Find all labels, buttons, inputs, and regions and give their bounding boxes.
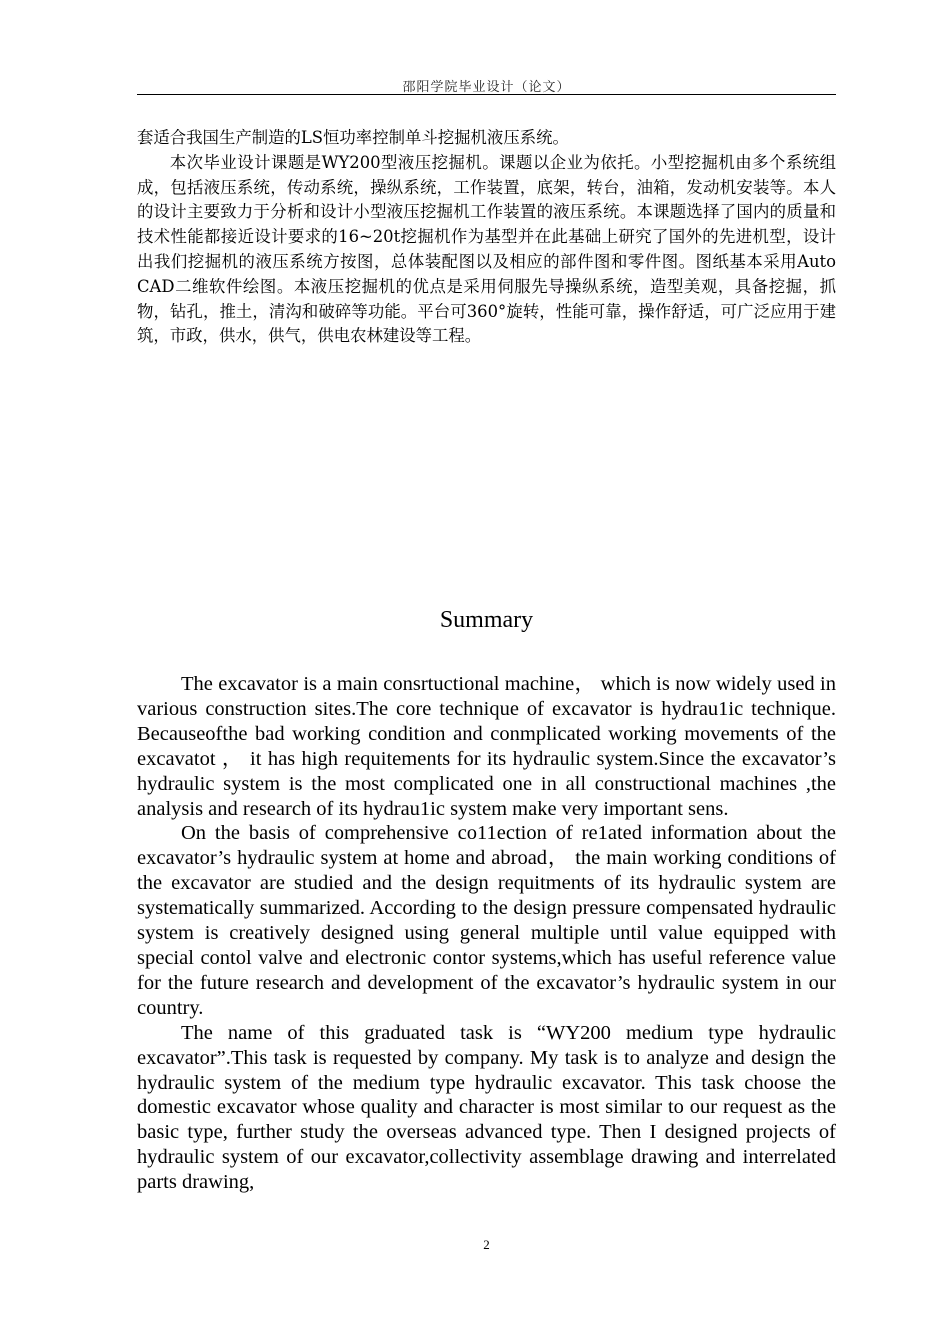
summary-paragraph-3: The name of this graduated task is “WY200 medium type hydraulic excavator”.This task is requested by company. My task is to analyze and design the hydraulic system of the medium type hydraulic excavator. This task choose the domestic excavator whose quality and character is most similar to our request as the basic type, further study the overseas advanced type. Then I designed projects of hydraulic system of our excavator,collectivity assemblage drawing and interrelated parts drawing,	[137, 1021, 836, 1194]
summary-body	[137, 672, 836, 1195]
chinese-paragraph: 本次毕业设计课题是WY200型液压挖掘机。课题以企业为依托。小型挖掘机由多个系统组成，包括液压系统，传动系统，操纵系统，工作装置，底架，转台，油箱，发动机安装等。本人的设计主要致力于分析和设计小型液压挖掘机工作装置的液压系统。本课题选择了国内的质量和技术性能都接近设计要求的16~20t挖掘机作为基型并在此基础上研究了国外的先进机型，设计出我们挖掘机的液压系统方按图，总体装配图以及相应的部件图和零件图。图纸基本采用Auto CAD二维软件绘图。本液压挖掘机的优点是采用伺服先导操纵系统，造型美观，具备挖掘，抓物，钻孔，推土，清沟和破碎等功能。平台可360°旋转，性能可靠，操作舒适，可广泛应用于建筑，市政，供水，供气，供电农林建设等工程。	[137, 152, 836, 346]
summary-heading: Summary	[439, 607, 534, 633]
chinese-body	[137, 126, 836, 349]
page-number: 2	[483, 1237, 490, 1252]
header-divider	[137, 94, 836, 95]
summary-paragraph-1: The excavator is a main consrtuctional machine， which is now widely used in various construction sites.The core technique of excavator is hydrau1ic technique. Becauseofthe bad working condition and conmplicated working movements of the excavatot ， it has high requitements for its hydraulic system.Since the excavator’s hydraulic system is the most complicated one in all constructional machines ,the analysis and research of its hydrau1ic system make very important sens.	[137, 673, 836, 820]
chinese-paragraph-continued: 套适合我国生产制造的LS恒功率控制单斗挖掘机液压系统。	[137, 128, 569, 147]
summary-paragraph-2: On the basis of comprehensive co11ection of re1ated information about the excavator’s hydraulic system at home and abroad， the main working conditions of the excavator are studied and the design requitments of its hydraulic system are systematically summarized. According to the design pressure compensated hydraulic system is creatively designed using general multiple until value equipped with special contol valve and electronic contor systems,which has useful reference value for the future research and development of the excavator’s hydraulic system in our country.	[137, 822, 836, 1019]
page-header: 邵阳学院毕业设计（论文）	[402, 80, 571, 95]
